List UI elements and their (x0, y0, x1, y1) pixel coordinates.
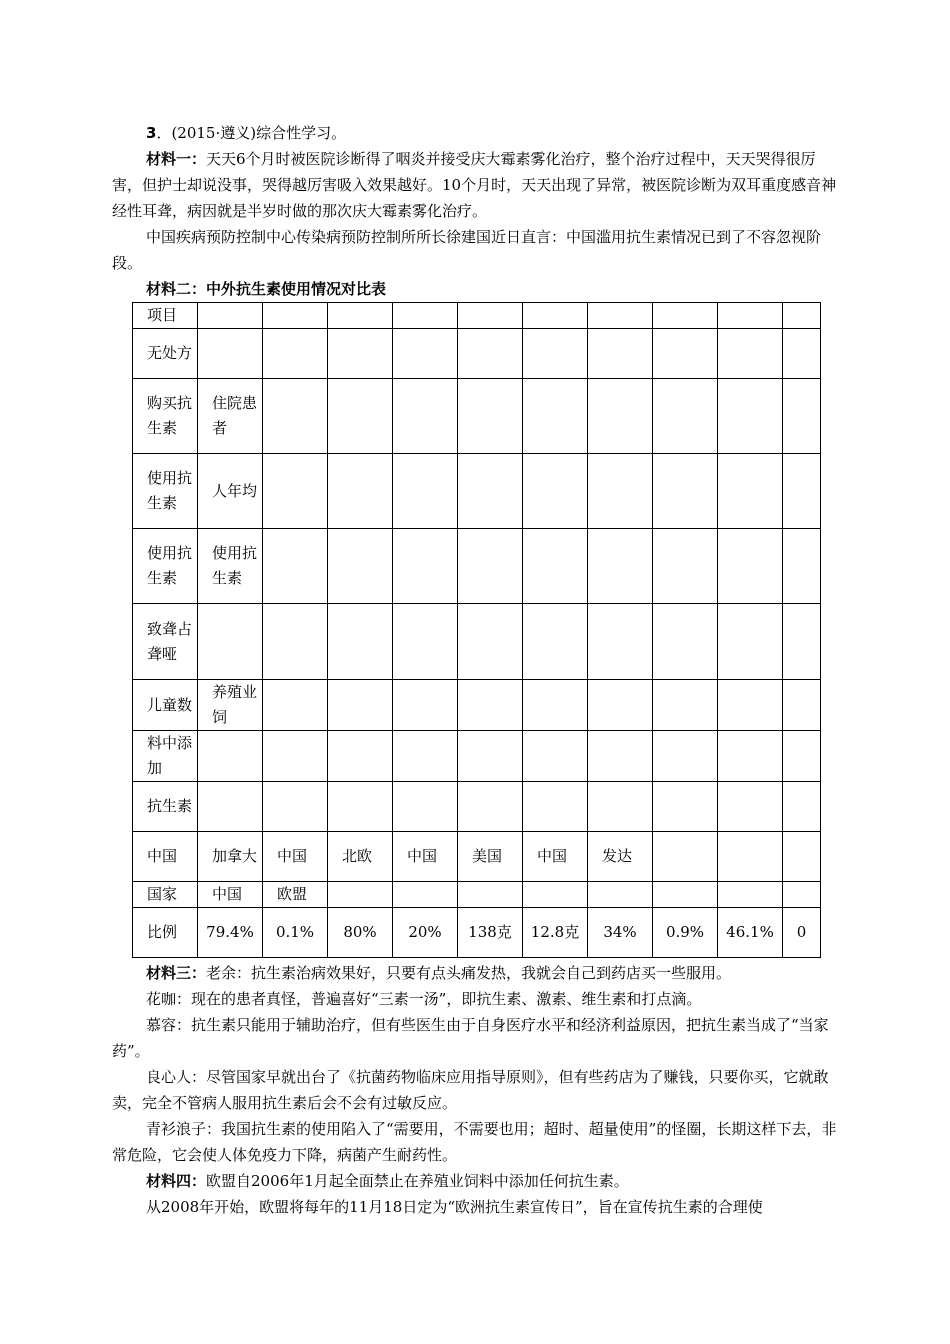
material-4-paragraph-2: 从2008年开始，欧盟将每年的11月18日定为“欧洲抗生素宣传日”，旨在宣传抗生素的合理使 (146, 1198, 763, 1216)
material-3-paragraph-4: 良心人：尽管国家早就出台了《抗菌药物临床应用指导原则》，但有些药店为了赚钱，只要你买，它就敢卖，完全不管病人服用抗生素后会不会有过敏反应。 (112, 1068, 829, 1112)
table-cell: 住院患者 (198, 379, 263, 454)
table-cell: 46.1% (718, 908, 783, 958)
table-cell: 比例 (133, 908, 198, 958)
material-1-label: 材料一： (146, 150, 207, 168)
table-cell: 人年均 (198, 454, 263, 529)
material-1-text: 天天6个月时被医院诊断得了咽炎并接受庆大霉素雾化治疗，整个治疗过程中，天天哭得很厉害，但护士却说没事，哭得越厉害吸入效果越好。10个月时，天天出现了异常，被医院诊断为双耳重度感音神经性耳聋，病因就是半岁时做的那次庆大霉素雾化治疗。 (112, 150, 837, 220)
question-number: 3 (146, 124, 157, 142)
material-3-text: 老余：抗生素治病效果好，只要有点头痛发热，我就会自己到药店买一些服用。 (206, 964, 732, 982)
table-cell: 中国 (133, 832, 198, 882)
table-cell: 中国 (198, 882, 263, 908)
table-cell: 欧盟 (263, 882, 328, 908)
table-cell: 料中添加 (133, 731, 198, 782)
table-row (133, 782, 821, 832)
table-cell: 美国 (458, 832, 523, 882)
material-3-paragraph-5: 青衫浪子：我国抗生素的使用陷入了“需要用，不需要也用；超时、超量使用”的怪圈，长期这样下去，非常危险，它会使人体免疫力下降，病菌产生耐药性。 (112, 1120, 837, 1164)
table-row (133, 882, 821, 908)
table-cell: 无处方 (133, 329, 198, 379)
table-cell: 中国 (263, 832, 328, 882)
table-cell: 致聋占聋哑 (133, 604, 198, 680)
table-row (133, 454, 821, 529)
table-cell: 0 (783, 908, 821, 958)
material-3-paragraph-2: 花咖：现在的患者真怪，普遍喜好“三素一汤”，即抗生素、激素、维生素和打点滴。 (146, 990, 702, 1008)
table-row (133, 908, 821, 958)
table-cell: 使用抗生素 (133, 529, 198, 604)
table-row (133, 529, 821, 604)
table-cell: 使用抗生素 (133, 454, 198, 529)
table-row (133, 680, 821, 731)
table-row (133, 604, 821, 680)
table-cell: 20% (393, 908, 458, 958)
table-cell: 34% (588, 908, 653, 958)
material-4-label: 材料四： (146, 1172, 207, 1190)
table-cell: 项目 (133, 303, 198, 329)
table-cell: 中国 (393, 832, 458, 882)
material-4-text: 欧盟自2006年1月起全面禁止在养殖业饲料中添加任何抗生素。 (206, 1172, 629, 1190)
table-cell: 抗生素 (133, 782, 198, 832)
material-3-paragraph-3: 慕容：抗生素只能用于辅助治疗，但有些医生由于自身医疗水平和经济利益原因，把抗生素当成了“当家药”。 (112, 1016, 829, 1060)
table-cell: 0.9% (653, 908, 718, 958)
question-header: 3．(2015·遵义)综合性学习。 (146, 124, 347, 142)
table-cell: 138克 (458, 908, 523, 958)
antibiotic-comparison-table (132, 302, 821, 958)
material-2-title: 材料二：中外抗生素使用情况对比表 (146, 280, 387, 298)
material-3-paragraph (112, 960, 840, 986)
table-cell: 79.4% (198, 908, 263, 958)
material-1-paragraph (112, 146, 840, 224)
material-4-paragraph (112, 1168, 840, 1194)
table-row (133, 832, 821, 882)
table-row (133, 379, 821, 454)
table-cell: 国家 (133, 882, 198, 908)
table-cell: 儿童数 (133, 680, 198, 731)
material-3-label: 材料三： (146, 964, 207, 982)
table-row (133, 329, 821, 379)
table-cell: 0.1% (263, 908, 328, 958)
table-cell: 12.8克 (523, 908, 588, 958)
table-cell: 北欧 (328, 832, 393, 882)
table-row (133, 303, 821, 329)
table-row (133, 731, 821, 782)
table-cell: 养殖业饲 (198, 680, 263, 731)
table-cell: 购买抗生素 (133, 379, 198, 454)
table-cell: 使用抗生素 (198, 529, 263, 604)
table-cell: 80% (328, 908, 393, 958)
question-source: (2015·遵义)综合性学习。 (171, 124, 347, 142)
table-cell: 发达 (588, 832, 653, 882)
table-cell: 中国 (523, 832, 588, 882)
table-cell: 加拿大 (198, 832, 263, 882)
document-page (112, 120, 840, 1220)
material-1-paragraph-2: 中国疾病预防控制中心传染病预防控制所所长徐建国近日直言：中国滥用抗生素情况已到了不容忽视阶段。 (112, 228, 822, 272)
